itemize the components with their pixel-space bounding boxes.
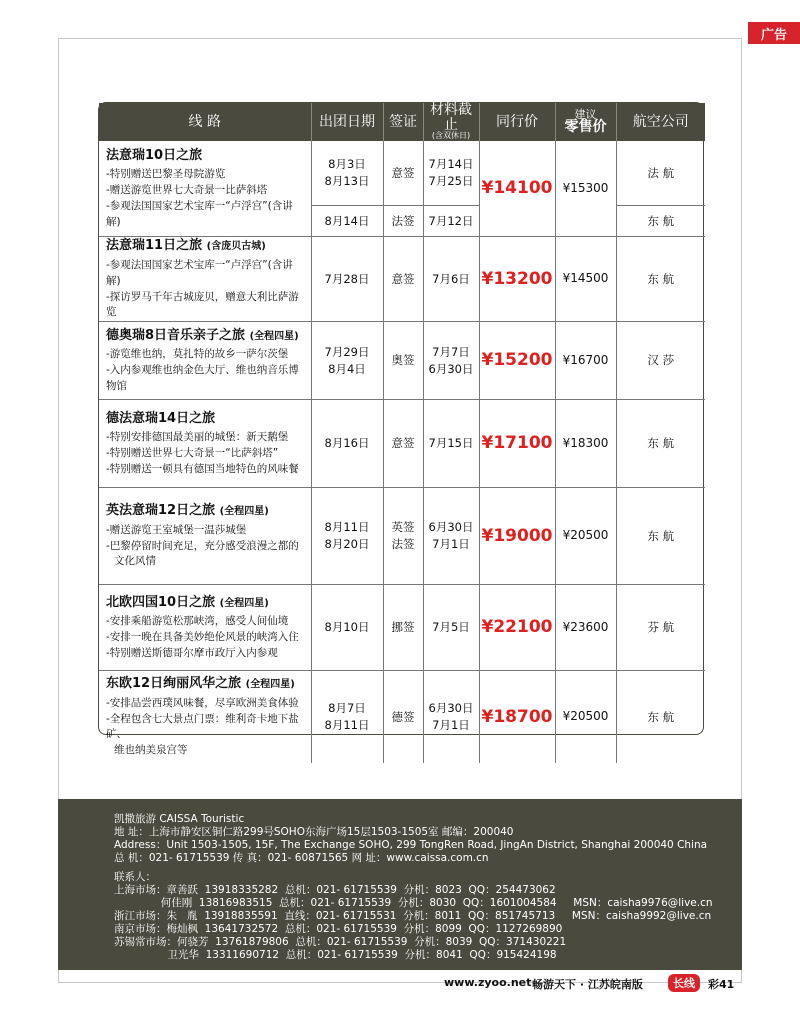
route-note: (全程四星)	[249, 330, 299, 342]
contact-line: 卫光华 13311690712 总机：021- 61715539 分机：8041 QQ：915424198	[114, 949, 557, 961]
site-url: www.zyoo.net	[444, 976, 532, 989]
visa-cell: 奥签	[383, 322, 423, 400]
route-line: 文化风情	[114, 555, 156, 568]
contact-line: 南京市场：梅灿枫 13641732572 总机：021- 61715539 分机：8099 QQ：1127269890	[114, 923, 563, 935]
route-title	[106, 502, 307, 521]
route-line: -探访罗马千年古城庞贝，赠意大利比萨游览	[106, 290, 299, 319]
contact-line: 浙江市场：朱 胤 13918835591 直线：021- 61715531 分机：8011 QQ：851745713 MSN：caisha9992@live.cn	[114, 910, 712, 922]
route-cell	[99, 671, 311, 763]
table-row	[99, 585, 705, 671]
route-cell	[99, 237, 311, 322]
deadline-cell: 7月5日	[423, 585, 479, 671]
depart-date: 8月7日	[328, 701, 366, 716]
visa-type: 英签	[391, 520, 415, 535]
depart-cell	[311, 671, 383, 763]
retail-price: ¥23600	[555, 585, 616, 671]
deadline-cell	[423, 141, 479, 206]
route-note: (全程四星)	[219, 506, 269, 518]
contact-footer	[58, 799, 742, 970]
depart-cell: 8月14日	[311, 206, 383, 237]
peer-price: ¥19000	[479, 488, 555, 585]
section-badge: 长线	[668, 974, 700, 992]
peer-price: ¥14100	[479, 141, 555, 237]
header-depart: 出团日期	[311, 103, 383, 141]
contact-line: 何佳刚 13816983515 总机：021- 61715539 分机：8030 QQ：1601004584 MSN：caisha9976@live.cn	[114, 897, 713, 909]
deadline-date: 6月30日	[428, 520, 474, 535]
table-row	[99, 488, 705, 585]
table-row	[99, 671, 705, 763]
route-line: -安排乘船游览松那峡湾，感受人间仙境	[106, 615, 289, 628]
visa-cell: 意签	[383, 400, 423, 488]
airline-cell: 东 航	[647, 709, 675, 724]
deadline-date: 6月30日	[428, 361, 474, 376]
ad-badge: 广告	[748, 22, 800, 44]
contacts-label: 联系人：	[114, 871, 156, 883]
route-note: (全程四星)	[245, 678, 295, 690]
peer-price: ¥13200	[479, 237, 555, 322]
route-note: (全程四星)	[219, 597, 269, 609]
deadline-cell: 7月6日	[423, 237, 479, 322]
header-retail-top: 建议	[574, 107, 597, 121]
deadline-cell	[423, 671, 479, 763]
route-cell	[99, 585, 311, 671]
route-cell	[99, 141, 311, 237]
route-line: -特别赠送世界七大奇景一“比萨斜塔”	[106, 447, 279, 460]
table-header-row	[99, 103, 705, 141]
depart-cell: 8月10日	[311, 585, 383, 671]
depart-cell: 7月28日	[311, 237, 383, 322]
header-retail	[555, 103, 616, 141]
address-en: Address：Unit 1503-1505, 15F, The Exchange SOHO, 299 TongRen Road, JingAn District, Shanghai 200040 China	[114, 839, 708, 851]
peer-price: ¥17100	[479, 400, 555, 488]
contact-line: 苏锡常市场：何骁芳 13761879806 总机：021- 61715539 分机：8039 QQ：371430221	[114, 936, 567, 948]
phone-info: 总 机：021- 61715539 传 真：021- 60871565 网 址：www.caissa.com.cn	[114, 852, 489, 864]
table-row	[99, 400, 705, 488]
route-title	[106, 327, 307, 346]
deadline-date: 7月25日	[428, 174, 474, 189]
depart-cell	[311, 488, 383, 585]
depart-date: 8月11日	[324, 520, 370, 535]
airline-cell: 芬 航	[616, 585, 705, 671]
route-cell	[99, 400, 311, 488]
address-cn: 地 址：上海市静安区铜仁路299号SOHO东海广场15层1503-1505室 邮编：200040	[114, 826, 514, 838]
route-line: -特别赠送巴黎圣母院游览	[106, 168, 226, 181]
deadline-cell	[423, 488, 479, 585]
route-title-text: 东欧12日绚丽风华之旅	[106, 675, 242, 691]
page-number: 彩41	[708, 978, 735, 991]
route-title-text: 北欧四国10日之旅	[106, 594, 216, 610]
route-line: -参观法国国家艺术宝库一“卢浮宫”(含讲解)	[106, 259, 293, 287]
route-line: -特别赠送一顿具有德国当地特色的风味餐	[106, 462, 299, 475]
visa-cell: 挪签	[383, 585, 423, 671]
visa-cell: 意签	[383, 141, 423, 206]
route-line: -赠送游览王室城堡一温莎城堡	[106, 523, 247, 536]
header-route: 线 路	[99, 103, 311, 141]
retail-price: ¥15300	[555, 141, 616, 237]
visa-cell: 意签	[383, 237, 423, 322]
route-title-text: 法意瑞10日之旅	[106, 147, 203, 163]
route-line: -赠送游览世界七大奇景一比萨斜塔	[106, 184, 268, 197]
route-title-text: 德奥瑞8日音乐亲子之旅	[106, 327, 246, 343]
route-line: -安排品尝西璞风味餐，尽享欧洲美食体验	[106, 696, 299, 709]
route-title	[106, 410, 307, 429]
header-deadline	[423, 103, 479, 141]
deadline-date: 7月1日	[432, 537, 470, 552]
airline-cell: 东 航	[616, 488, 705, 585]
table-row	[99, 322, 705, 400]
edition-slogan: 畅游天下 · 江苏皖南版	[532, 978, 643, 991]
peer-price: ¥15200	[479, 322, 555, 400]
route-title-text: 德法意瑞14日之旅	[106, 410, 216, 426]
airline-cell: 汉 莎	[616, 322, 705, 400]
tour-table	[98, 102, 704, 757]
route-title	[106, 675, 307, 694]
header-deadline-sub: (含双休日)	[431, 131, 471, 141]
depart-date: 8月11日	[324, 717, 370, 732]
route-line: -巴黎停留时间充足，充分感受浪漫之都的	[106, 539, 299, 552]
route-title	[106, 237, 307, 256]
peer-price: ¥18700	[479, 671, 555, 763]
visa-cell	[383, 488, 423, 585]
route-title-text: 英法意瑞12日之旅	[106, 503, 216, 519]
depart-date: 8月3日	[328, 157, 366, 172]
deadline-date: 7月1日	[432, 717, 470, 732]
header-deadline-main: 材料截止	[430, 102, 472, 133]
deadline-cell: 7月15日	[423, 400, 479, 488]
route-title	[106, 594, 307, 613]
header-retail-bottom: 零售价	[564, 119, 607, 136]
deadline-date: 6月30日	[428, 701, 474, 716]
visa-type: 法签	[391, 537, 415, 552]
header-peer-price: 同行价	[479, 103, 555, 141]
deadline-date: 7月7日	[432, 344, 470, 359]
retail-price: ¥16700	[555, 322, 616, 400]
route-line: -游览维也纳，莫扎特的故乡一萨尔茨堡	[106, 348, 289, 361]
visa-cell: 德签	[383, 671, 423, 763]
table-row	[99, 141, 705, 206]
retail-price: ¥14500	[555, 237, 616, 322]
company-name: 凯撒旅游 CAISSA Touristic	[114, 813, 245, 825]
retail-price: ¥20500	[555, 671, 616, 763]
deadline-cell	[423, 322, 479, 400]
route-title	[106, 147, 307, 166]
route-cell	[99, 488, 311, 585]
route-line: -入内参观维也纳金色大厅、维也纳音乐博物馆	[106, 364, 299, 392]
depart-date: 8月13日	[324, 174, 370, 189]
airline-cell: 东 航	[616, 237, 705, 322]
airline-cell: 法 航	[616, 141, 705, 206]
route-title-text: 法意瑞11日之旅	[106, 238, 203, 254]
route-line: 维也纳美泉宫等	[114, 744, 188, 757]
depart-date: 8月20日	[324, 537, 370, 552]
peer-price: ¥22100	[479, 585, 555, 671]
route-line: -参观法国国家艺术宝库一“卢浮宫”(含讲解)	[106, 199, 293, 228]
page-footer	[0, 976, 800, 994]
route-line: -全程包含七大景点门票：维利奇卡地下盐矿、	[106, 712, 299, 741]
contact-line: 上海市场：章善跃 13918335282 总机：021- 61715539 分机：8023 QQ：254473062	[114, 884, 556, 896]
retail-price: ¥18300	[555, 400, 616, 488]
route-line: -特别赠送斯德哥尔摩市政厅入内参观	[106, 646, 278, 659]
table-row	[99, 237, 705, 322]
retail-price: ¥20500	[555, 488, 616, 585]
depart-cell: 8月16日	[311, 400, 383, 488]
airline-cell: 东 航	[616, 400, 705, 488]
depart-cell	[311, 141, 383, 206]
header-airline: 航空公司	[616, 103, 705, 141]
header-visa: 签证	[383, 103, 423, 141]
deadline-cell: 7月12日	[423, 206, 479, 237]
depart-cell	[311, 322, 383, 400]
depart-date: 7月29日	[324, 344, 370, 359]
depart-date: 8月4日	[328, 361, 366, 376]
airline-cell: 东 航	[616, 206, 705, 237]
route-note: (含庞贝古城)	[206, 241, 266, 253]
route-line: -安排一晚在具备美妙绝伦风景的峡湾入住	[106, 631, 299, 644]
route-line: -特别安排德国最美丽的城堡：新天鹅堡	[106, 431, 289, 444]
route-cell	[99, 322, 311, 400]
deadline-date: 7月14日	[428, 157, 474, 172]
visa-cell: 法签	[383, 206, 423, 237]
